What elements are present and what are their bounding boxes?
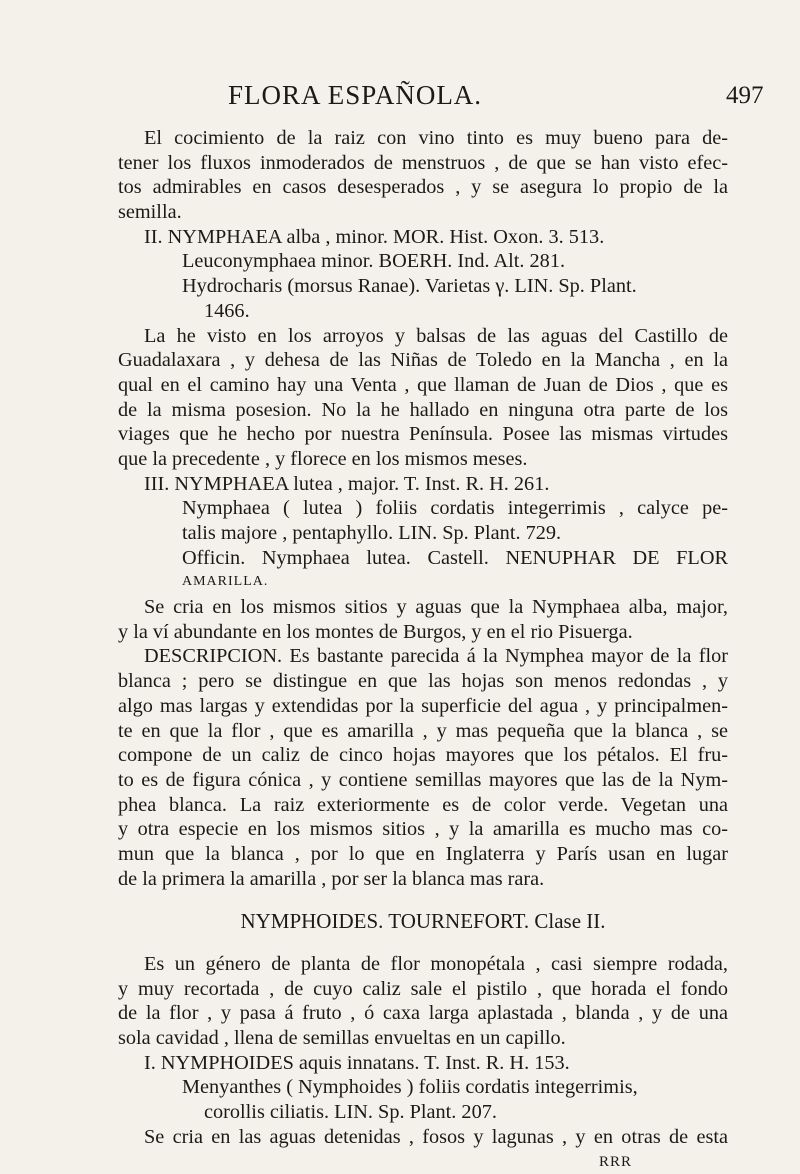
text-line: algo mas largas y extendidas por la superficie del agua , y principalmen- xyxy=(118,694,728,719)
text-line: semilla. xyxy=(118,200,728,225)
species-entry-line: II. NYMPHAEA alba , minor. MOR. Hist. Oxon. 3. 513. xyxy=(118,225,728,250)
synonym-line: AMARILLA. xyxy=(118,570,728,595)
text-line: de la flor , y pasa á fruto , ó caxa larga aplastada , blanda , y de una xyxy=(118,1001,728,1026)
text-line: Se cria en las aguas detenidas , fosos y lagunas , y en otras de esta xyxy=(118,1125,728,1150)
running-title: FLORA ESPAÑOLA. xyxy=(228,80,482,111)
synonym-line: Leuconymphaea minor. BOERH. Ind. Alt. 281. xyxy=(118,249,728,274)
text-line: tener los fluxos inmoderados de menstruos , de que se han visto efec- xyxy=(118,151,728,176)
text-line: sola cavidad , llena de semillas envueltas en un capillo. xyxy=(118,1026,728,1051)
synonym-line: 1466. xyxy=(118,299,728,324)
synonym-line: corollis ciliatis. LIN. Sp. Plant. 207. xyxy=(118,1100,728,1125)
text-line: mun que la blanca , por lo que en Inglaterra y París usan en lugar xyxy=(118,842,728,867)
text-line: te en que la flor , que es amarilla , y mas pequeña que la blanca , se xyxy=(118,719,728,744)
text-line: qual en el camino hay una Venta , que llaman de Juan de Dios , que es xyxy=(118,373,728,398)
synonym-line: Officin. Nymphaea lutea. Castell. NENUPHAR DE FLOR xyxy=(118,546,728,571)
synonym-line: Hydrocharis (morsus Ranae). Varietas γ. LIN. Sp. Plant. xyxy=(118,274,728,299)
text-line: Se cria en los mismos sitios y aguas que la Nymphaea alba, major, xyxy=(118,595,728,620)
text-line: de la misma posesion. No la he hallado en ninguna otra parte de los xyxy=(118,398,728,423)
text-line: blanca ; pero se distingue en que las hojas son menos redondas , y xyxy=(118,669,728,694)
text-line: El cocimiento de la raiz con vino tinto es muy bueno para de- xyxy=(118,126,728,151)
text-line: to es de figura cónica , y contiene semillas mayores que las de la Nym- xyxy=(118,768,728,793)
genus-heading: NYMPHOIDES. TOURNEFORT. Clase II. xyxy=(118,909,728,934)
signature-mark: RRR xyxy=(118,1150,728,1174)
text-line: Es un género de planta de flor monopétala , casi siempre rodada, xyxy=(118,952,728,977)
text-line: La he visto en los arroyos y balsas de las aguas del Castillo de xyxy=(118,324,728,349)
species-entry-line: III. NYMPHAEA lutea , major. T. Inst. R. H. 261. xyxy=(118,472,728,497)
text-line: Guadalaxara , y dehesa de las Niñas de Toledo en la Mancha , en la xyxy=(118,348,728,373)
synonym-line: Nymphaea ( lutea ) foliis cordatis integerrimis , calyce pe- xyxy=(118,496,728,521)
text-line: y otra especie en los mismos sitios , y la amarilla es mucho mas co- xyxy=(118,817,728,842)
text-line: viages que he hecho por nuestra Península. Posee las mismas virtudes xyxy=(118,422,728,447)
text-line: tos admirables en casos desesperados , y se asegura lo propio de la xyxy=(118,175,728,200)
text-line: DESCRIPCION. Es bastante parecida á la Nymphea mayor de la flor xyxy=(118,644,728,669)
running-head xyxy=(0,80,800,120)
text-line: y la ví abundante en los montes de Burgos, y en el rio Pisuerga. xyxy=(118,620,728,645)
species-entry-line: I. NYMPHOIDES aquis innatans. T. Inst. R. H. 153. xyxy=(118,1051,728,1076)
text-line: que la precedente , y florece en los mismos meses. xyxy=(118,447,728,472)
body-text xyxy=(118,126,728,1174)
text-line: phea blanca. La raiz exteriormente es de color verde. Vegetan una xyxy=(118,793,728,818)
text-line: compone de un caliz de cinco hojas mayores que los pétalos. El fru- xyxy=(118,743,728,768)
synonym-line: Menyanthes ( Nymphoides ) foliis cordatis integerrimis, xyxy=(118,1075,728,1100)
synonym-line: talis majore , pentaphyllo. LIN. Sp. Plant. 729. xyxy=(118,521,728,546)
text-line: de la primera la amarilla , por ser la blanca mas rara. xyxy=(118,867,728,892)
text-line: y muy recortada , de cuyo caliz sale el pistilo , que horada el fondo xyxy=(118,977,728,1002)
page-number: 497 xyxy=(726,82,764,110)
